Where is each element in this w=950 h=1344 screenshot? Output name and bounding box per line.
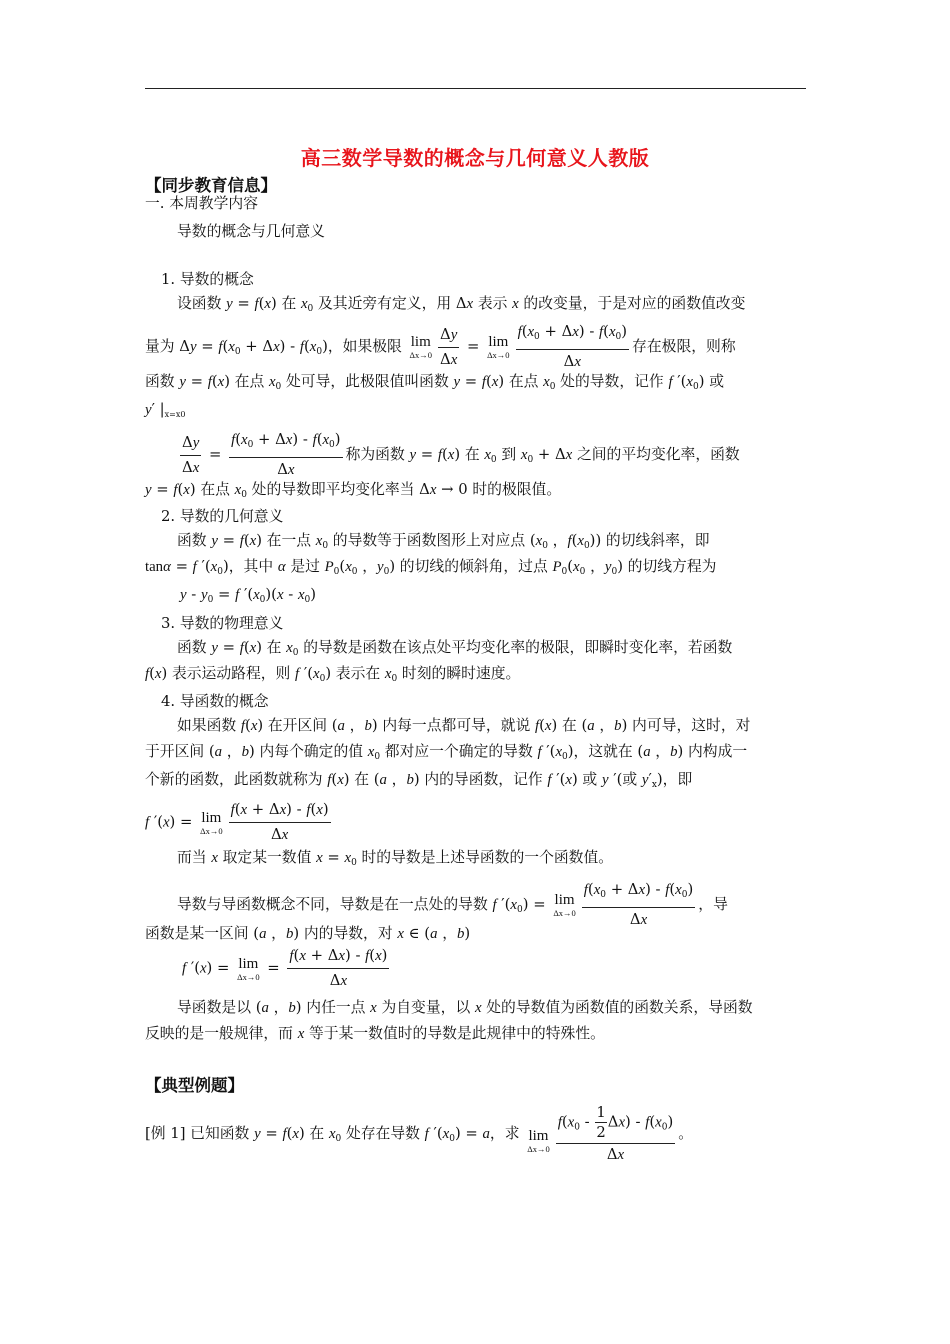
paragraph-line: 导数与导函数概念不同，导数是在一点处的导数 f $'(x_0)$ = lim Δx→0 $\frac{f(x_0 + \Delta x) - f(x_0)}{\Delta x}$ ，导	[177, 881, 728, 928]
paragraph-line: 函数是某一区间 (a ，b) 内的导数，对 x ∈ (a ，b)	[145, 925, 471, 942]
derived-function-formula-2: f ′(x) = lim Δx→0 = $\frac{f(x + \Delta x) - f(x)}{\Delta x}$	[182, 947, 388, 989]
paragraph-line: $\frac{\Delta y}{\Delta x}$ = $\frac{f(x_0 + \Delta x) - f(x_0)}{\Delta x}$ 称为函数 y = f(x) 在 $x_0$ 到 $x_0 + \Delta x$ 之间的平均变化率，函数	[182, 431, 740, 478]
paragraph-line: 而当 x 取定某一数值 $x = x_0$ 时的导数是上述导函数的一个函数值。	[177, 849, 614, 868]
paragraph-line: tanα = f $'(x_0)$，其中 α 是过 $P_0(x_0$ ，$y_0$) 的切线的倾斜角，过点 $P_0(x_0$ ，$y_0$) 的切线方程为	[145, 558, 717, 577]
page-title: 高三数学导数的概念与几何意义人教版	[300, 146, 650, 170]
topic-line: 导数的概念与几何意义	[177, 223, 325, 240]
example-1-label: [例 1] 已知函数	[145, 1125, 250, 1142]
paragraph-line: y′ $|_{x=x0}$	[145, 401, 186, 419]
section-heading-sync-info: 【同步教育信息】	[145, 176, 277, 195]
section-heading-examples: 【典型例题】	[145, 1076, 244, 1095]
header-rule	[145, 88, 806, 89]
paragraph-line: y = f(x) 在点 $x_0$ 处的导数即平均变化率当 Δx → 0 时的极限值。	[145, 481, 562, 500]
paragraph-line: f(x) 表示运动路程，则 f $'(x_0)$ 表示在 $x_0$ 时刻的瞬时速度。	[145, 665, 521, 684]
paragraph-line: 导函数是以 (a ，b) 内任一点 x 为自变量，以 x 处的导数值为函数值的函数关系，导函数	[177, 999, 753, 1016]
tangent-equation: $y - y_0 = f$ $'(x_0)(x - x_0)$	[180, 586, 317, 605]
paragraph-line: 反映的是一般规律，而 x 等于某一数值时的导数是此规律中的特殊性。	[145, 1025, 605, 1042]
example-1: [例 1] 已知函数 y = f(x) 在 $x_0$ 处存在导数 f $'(x_0) = a$，求 lim Δx→0 $f(x_0$ - $\frac{1}{2}$ $\Delta x) - f(x_0)$ Δx 。	[145, 1104, 694, 1163]
paragraph-line: 函数 y = f(x) 在点 $x_0$ 处可导，此极限值叫函数 y = f(x) 在点 $x_0$ 处的导数，记作 f $'(x_0)$ 或	[145, 373, 724, 392]
part-heading: 一. 本周教学内容	[145, 195, 258, 212]
paragraph-line: 量为 $\Delta y = f(x_0 + \Delta x) - f(x_0)$，如果极限 lim Δx→0 $\frac{\Delta y}{\Delta x}$ = lim Δx→0 $\frac{f(x_0 + \Delta x) - f(x_0)}{\Delta x}$ 存在极限，则称	[145, 323, 736, 370]
heading-derivative-concept: 1. 导数的概念	[161, 271, 254, 288]
paragraph-line: 设函数 y = f(x) 在 $x_0$ 及其近旁有定义，用 Δx 表示 x 的改变量，于是对应的函数值改变	[177, 295, 746, 314]
paragraph-line: 如果函数 f(x) 在开区间 (a ，b) 内每一点都可导，就说 f(x) 在 (a ，b) 内可导，这时，对	[177, 717, 751, 734]
heading-derived-function: 4. 导函数的概念	[161, 693, 269, 710]
paragraph-line: 于开区间 (a ，b) 内每个确定的值 $x_0$ 都对应一个确定的导数 f $'(x_0)$，这就在 (a ，b) 内构成一	[145, 743, 748, 762]
paragraph-line: 个新的函数，此函数就称为 f(x) 在 (a ，b) 内的导函数，记作 f ′(x) 或 y ′(或 $y'_x$)，即	[145, 771, 693, 790]
heading-physical-meaning: 3. 导数的物理意义	[161, 615, 284, 632]
heading-geometric-meaning: 2. 导数的几何意义	[161, 508, 284, 525]
paragraph-line: 函数 y = f(x) 在一点 $x_0$ 的导数等于函数图形上对应点 ($x_0$ ，$f(x_0)$) 的切线斜率，即	[177, 532, 710, 551]
derived-function-formula: f ′(x) = lim Δx→0 $\frac{f(x + \Delta x) - f(x)}{\Delta x}$	[145, 801, 329, 843]
paragraph-line: 函数 y = f(x) 在 $x_0$ 的导数是函数在该点处平均变化率的极限，即瞬时变化率，若函数	[177, 639, 733, 658]
